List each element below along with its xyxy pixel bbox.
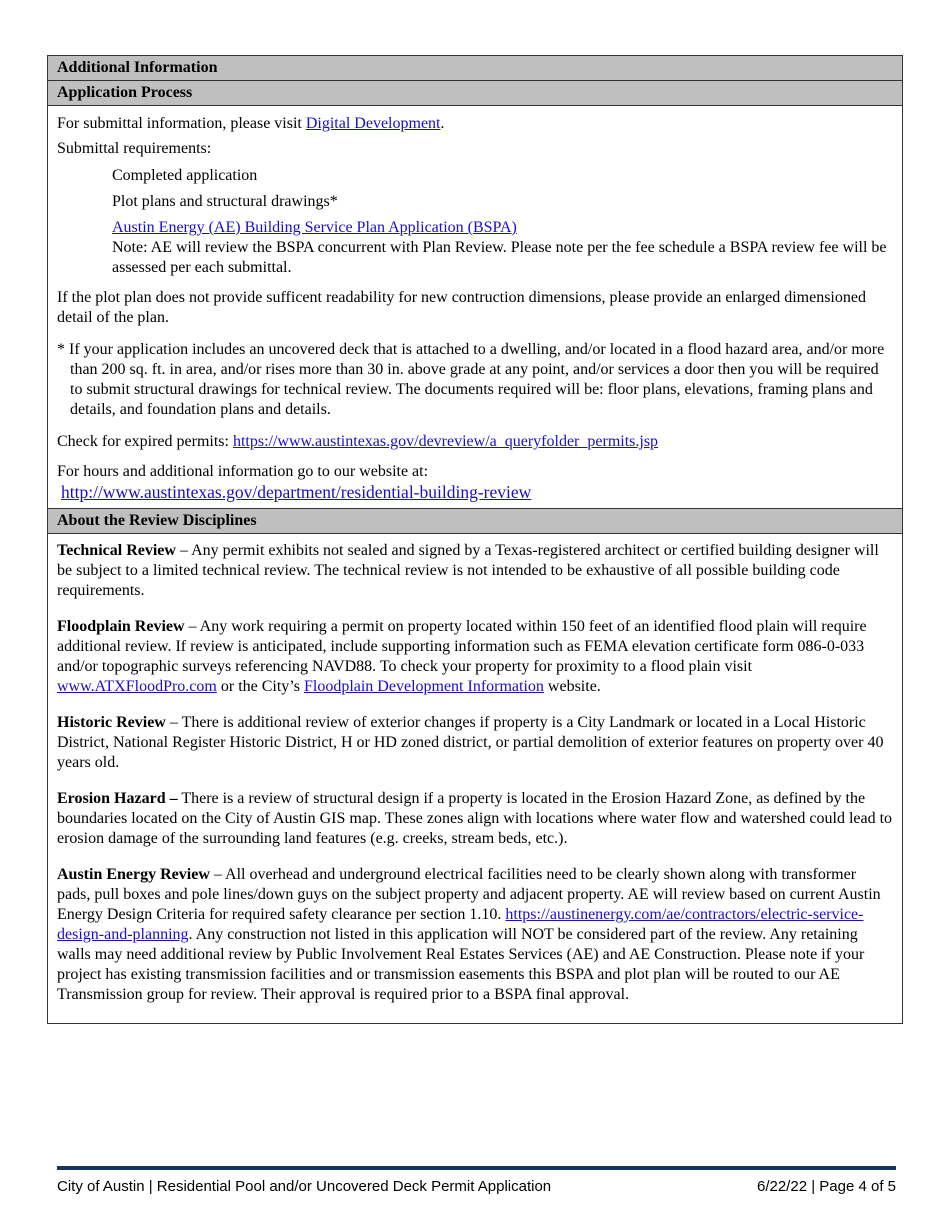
austin-energy-review: Austin Energy Review – All overhead and underground electrical facilities need to be clearly shown along with transformer pads, pull boxes and pole lines/down guys on the subject property and adjacent property. AE will review based on current Austin Energy Design Criteria for required safety clearance per section 1.10. https://austinenergy.com/ae/contractors/electric-service-design-and-planning. Any construction not listed in this application will NOT be considered part of the review. Any retaining walls may need additional review by Public Involvement Real Estates Services (AE) and AE Construction. Please note if your project has existing transmission facilities and or transmission easements this BSPA and plot plan will be routed to our AE Transmission group for review. Their approval is required prior to a BSPA final approval.: [57, 866, 881, 1003]
additional-information-header: Additional Information: [48, 56, 902, 81]
plot-plan-note: If the plot plan does not provide sufficent readability for new contruction dimensions, please provide an enlarged dimensioned detail of the plan.: [57, 289, 866, 326]
expired-permits: Check for expired permits: https://www.austintexas.gov/devreview/a_queryfolder_permits.jsp: [57, 433, 659, 450]
erosion-hazard-review: Erosion Hazard – There is a review of structural design if a property is located in the Erosion Hazard Zone, as defined by the boundaries located on the City of Austin GIS map. These zones align with locations where water flow and watershed could lead to erosion damage of the surrounding land features (e.g. creeks, stream beds, etc.).: [57, 790, 893, 847]
info-table: [47, 55, 903, 1024]
submittal-requirements-label: Submittal requirements:: [57, 140, 212, 157]
structural-footnote: * If your application includes an uncovered deck that is attached to a dwelling, and/or located in a flood hazard area, and/or more than 200 sq. ft. in area, and/or rises more than 30 in. above grade at any point, and/or services a door then you will be required to submit structural drawings for technical review. The documents required will be: floor plans, elevations, framing plans and details, and foundation plans and details.: [57, 341, 885, 418]
technical-review: Technical Review – Any permit exhibits not sealed and signed by a Texas-registered architect or certified building designer will be subject to a limited technical review. The technical review is not intended to be exhaustive of all possible building code requirements.: [57, 542, 879, 599]
application-process-section: [48, 106, 902, 508]
residential-review-link[interactable]: http://www.austintexas.gov/department/residential-building-review: [61, 482, 532, 502]
review-disciplines-section: [48, 534, 902, 1023]
page-footer: [57, 1178, 896, 1195]
historic-review: Historic Review – There is additional review of exterior changes if property is a City Landmark or located in a Local Historic District, National Register Historic District, H or HD zoned district, or partial demolition of exterior features on property over 40 years old.: [57, 714, 884, 771]
footer-title: City of Austin | Residential Pool and/or Uncovered Deck Permit Application: [57, 1178, 552, 1195]
bspa-link-row: [57, 218, 893, 238]
expired-permits-link[interactable]: https://www.austintexas.gov/devreview/a_queryfolder_permits.jsp: [232, 433, 659, 450]
requirement-plot-plans: Plot plans and structural drawings*: [112, 193, 338, 210]
requirement-completed-application: Completed application: [112, 167, 258, 184]
application-process-header: Application Process: [48, 81, 902, 106]
floodplain-development-link[interactable]: Floodplain Development Information: [303, 678, 544, 695]
hours-text: For hours and additional information go to our website at:: [57, 463, 429, 480]
review-disciplines-header: About the Review Disciplines: [48, 508, 902, 534]
ae-design-planning-link[interactable]: https://austinenergy.com/ae/contractors/electric-service-design-and-planning: [57, 906, 864, 943]
digital-development-link[interactable]: Digital Development: [305, 115, 441, 132]
footer-page-info: 6/22/22 | Page 4 of 5: [756, 1178, 896, 1195]
bspa-link[interactable]: Austin Energy (AE) Building Service Plan Application (BSPA): [112, 219, 517, 236]
atx-floodpro-link[interactable]: www.ATXFloodPro.com: [57, 678, 217, 695]
footer-rule: [57, 1166, 896, 1170]
bspa-note: Note: AE will review the BSPA concurrent with Plan Review. Please note per the fee schedule a BSPA review fee will be assessed per each submittal.: [112, 239, 887, 276]
hours-link-row: [57, 482, 893, 504]
floodplain-review: Floodplain Review – Any work requiring a permit on property located within 150 feet of an identified flood plain will require additional review. If review is anticipated, include supporting information such as FEMA elevation certificate form 086-0-033 and/or topographic surveys referencing NAVD88. To check your property for proximity to a flood plain visit www.ATXFloodPro.com or the City’s Floodplain Development Information website.: [57, 618, 867, 695]
submittal-info: For submittal information, please visit Digital Development.: [57, 115, 445, 132]
